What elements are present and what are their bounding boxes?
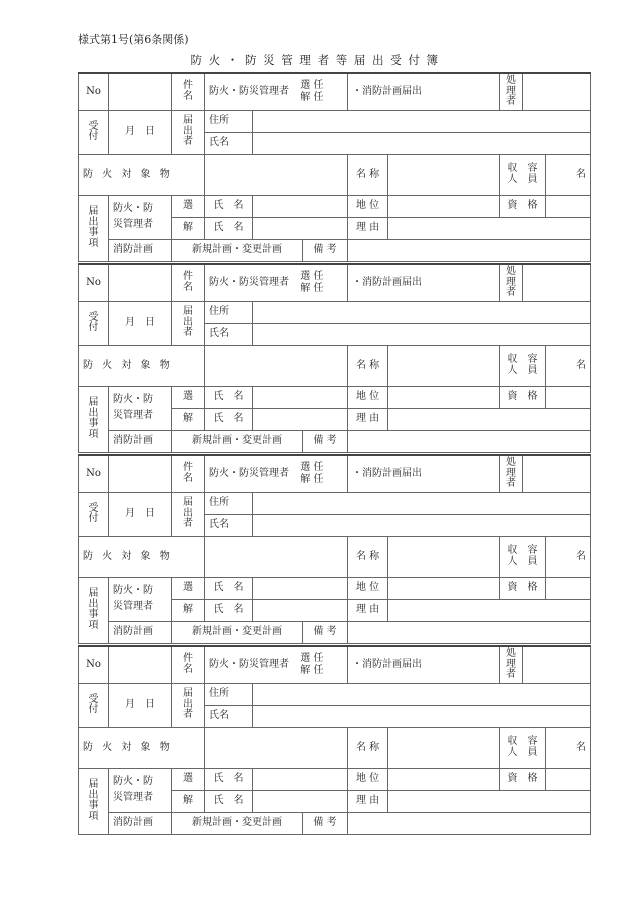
- appoint-label: 選: [172, 577, 205, 599]
- dismiss-label: 解: [172, 599, 205, 621]
- fire-plan-label: 消防計画: [109, 239, 172, 261]
- month-day-label[interactable]: 月 日: [109, 110, 172, 154]
- address-value[interactable]: [253, 492, 591, 514]
- entry-block-2: [78, 263, 587, 453]
- dismiss-name-label: 氏 名: [205, 408, 253, 430]
- manager-label: 防火・防 災管理者: [109, 577, 172, 621]
- appoint-dismiss-stack: 選 任 解 任: [300, 80, 324, 103]
- no-value[interactable]: [109, 646, 172, 683]
- appoint-dismiss-stack: 選 任 解 任: [300, 271, 324, 294]
- persons-unit[interactable]: 名: [546, 727, 591, 768]
- month-day-label[interactable]: 月 日: [109, 301, 172, 345]
- target-label: 防 火 対 象 物: [79, 727, 205, 768]
- notice-items-label: 届 出 事 項: [79, 577, 109, 643]
- target-value[interactable]: [205, 536, 348, 577]
- qualification-label: 資 格: [500, 577, 546, 599]
- designation-value[interactable]: [388, 154, 500, 195]
- subject-label: 件 名: [172, 73, 205, 110]
- dismiss-name-label: 氏 名: [205, 790, 253, 812]
- address-label: 住所: [205, 492, 253, 514]
- qualification-label: 資 格: [500, 386, 546, 408]
- received-label: 受 付: [79, 301, 109, 345]
- appoint-name-label: 氏 名: [205, 577, 253, 599]
- handler-value[interactable]: [523, 264, 591, 301]
- designation-value[interactable]: [388, 727, 500, 768]
- received-label: 受 付: [79, 492, 109, 536]
- target-label: 防 火 対 象 物: [79, 536, 205, 577]
- applicant-label: 届 出 者: [172, 492, 205, 536]
- position-value[interactable]: [388, 195, 500, 217]
- handler-value[interactable]: [523, 455, 591, 492]
- target-value[interactable]: [205, 154, 348, 195]
- name-label: 氏名: [205, 132, 253, 154]
- no-label: No: [79, 73, 109, 110]
- reason-label: 理 由: [348, 599, 388, 621]
- entry-table: [78, 72, 591, 262]
- designation-label: 名 称: [348, 345, 388, 386]
- appoint-dismiss-stack: 選 任 解 任: [300, 653, 324, 676]
- handler-label: 処 理 者: [500, 264, 523, 301]
- notice-items-label: 届 出 事 項: [79, 768, 109, 834]
- address-value[interactable]: [253, 683, 591, 705]
- capacity-label: 収 容 人 員: [500, 154, 546, 195]
- position-label: 地 位: [348, 386, 388, 408]
- handler-label: 処 理 者: [500, 455, 523, 492]
- subject-manager-label: 防火・防災管理者: [209, 86, 289, 98]
- appoint-name-label: 氏 名: [205, 768, 253, 790]
- received-label: 受 付: [79, 110, 109, 154]
- qualification-value[interactable]: [546, 195, 591, 217]
- appoint-name-value[interactable]: [253, 386, 348, 408]
- month-day-label[interactable]: 月 日: [109, 683, 172, 727]
- target-value[interactable]: [205, 345, 348, 386]
- no-value[interactable]: [109, 73, 172, 110]
- qualification-label: 資 格: [500, 768, 546, 790]
- entry-block-3: [78, 454, 587, 644]
- dismiss-label: 解: [172, 217, 205, 239]
- qualification-value[interactable]: [546, 577, 591, 599]
- reason-value[interactable]: [388, 790, 591, 812]
- no-label: No: [79, 646, 109, 683]
- new-change-plan-label[interactable]: 新規計画・変更計画: [172, 239, 303, 261]
- manager-label: 防火・防 災管理者: [109, 386, 172, 430]
- position-value[interactable]: [388, 386, 500, 408]
- name-value[interactable]: [253, 514, 591, 536]
- capacity-label: 収 容 人 員: [500, 727, 546, 768]
- handler-value[interactable]: [523, 73, 591, 110]
- address-value[interactable]: [253, 110, 591, 132]
- remarks-label: 備 考: [303, 621, 348, 643]
- form-title: 防 火 ・ 防 災 管 理 者 等 届 出 受 付 簿: [190, 53, 440, 67]
- subject-label: 件 名: [172, 264, 205, 301]
- target-value[interactable]: [205, 727, 348, 768]
- position-value[interactable]: [388, 768, 500, 790]
- remarks-value[interactable]: [348, 812, 591, 834]
- received-label: 受 付: [79, 683, 109, 727]
- dismiss-name-label: 氏 名: [205, 599, 253, 621]
- address-value[interactable]: [253, 301, 591, 323]
- designation-value[interactable]: [388, 345, 500, 386]
- persons-unit[interactable]: 名: [546, 345, 591, 386]
- fire-plan-notice-label: ・消防計画届出: [348, 455, 500, 492]
- name-value[interactable]: [253, 323, 591, 345]
- appoint-label: 選: [172, 768, 205, 790]
- fire-plan-label: 消防計画: [109, 621, 172, 643]
- applicant-label: 届 出 者: [172, 301, 205, 345]
- address-label: 住所: [205, 301, 253, 323]
- fire-plan-notice-label: ・消防計画届出: [348, 264, 500, 301]
- dismiss-name-value[interactable]: [253, 599, 348, 621]
- entry-block-4: [78, 645, 587, 835]
- subject-manager-text: [205, 264, 348, 301]
- no-label: No: [79, 455, 109, 492]
- persons-unit[interactable]: 名: [546, 536, 591, 577]
- designation-value[interactable]: [388, 536, 500, 577]
- appoint-name-label: 氏 名: [205, 386, 253, 408]
- subject-manager-text: [205, 73, 348, 110]
- qualification-value[interactable]: [546, 386, 591, 408]
- reason-value[interactable]: [388, 599, 591, 621]
- entry-table: [78, 263, 591, 453]
- appoint-name-value[interactable]: [253, 195, 348, 217]
- appoint-label: 選: [172, 195, 205, 217]
- notice-items-label: 届 出 事 項: [79, 386, 109, 452]
- position-value[interactable]: [388, 577, 500, 599]
- designation-label: 名 称: [348, 536, 388, 577]
- no-value[interactable]: [109, 455, 172, 492]
- dismiss-name-label: 氏 名: [205, 217, 253, 239]
- appoint-dismiss-stack: 選 任 解 任: [300, 462, 324, 485]
- reason-value[interactable]: [388, 408, 591, 430]
- qualification-label: 資 格: [500, 195, 546, 217]
- remarks-label: 備 考: [303, 239, 348, 261]
- no-value[interactable]: [109, 264, 172, 301]
- name-value[interactable]: [253, 705, 591, 727]
- appoint-label: 選: [172, 386, 205, 408]
- fire-plan-label: 消防計画: [109, 812, 172, 834]
- manager-label: 防火・防 災管理者: [109, 768, 172, 812]
- name-value[interactable]: [253, 132, 591, 154]
- remarks-value[interactable]: [348, 430, 591, 452]
- manager-label: 防火・防 災管理者: [109, 195, 172, 239]
- form-number: 様式第1号(第6条関係): [78, 33, 189, 46]
- position-label: 地 位: [348, 577, 388, 599]
- fire-plan-notice-label: ・消防計画届出: [348, 73, 500, 110]
- name-label: 氏名: [205, 323, 253, 345]
- handler-value[interactable]: [523, 646, 591, 683]
- persons-unit[interactable]: 名: [546, 154, 591, 195]
- appoint-name-label: 氏 名: [205, 195, 253, 217]
- subject-manager-text: [205, 646, 348, 683]
- remarks-label: 備 考: [303, 430, 348, 452]
- subject-manager-label: 防火・防災管理者: [209, 468, 289, 480]
- entry-table: [78, 454, 591, 644]
- position-label: 地 位: [348, 195, 388, 217]
- new-change-plan-label[interactable]: 新規計画・変更計画: [172, 812, 303, 834]
- appoint-name-value[interactable]: [253, 768, 348, 790]
- no-label: No: [79, 264, 109, 301]
- target-label: 防 火 対 象 物: [79, 345, 205, 386]
- handler-label: 処 理 者: [500, 646, 523, 683]
- dismiss-name-value[interactable]: [253, 408, 348, 430]
- applicant-label: 届 出 者: [172, 110, 205, 154]
- designation-label: 名 称: [348, 154, 388, 195]
- reason-value[interactable]: [388, 217, 591, 239]
- subject-manager-label: 防火・防災管理者: [209, 659, 289, 671]
- dismiss-label: 解: [172, 408, 205, 430]
- entry-block-1: [78, 72, 587, 262]
- capacity-label: 収 容 人 員: [500, 345, 546, 386]
- remarks-value[interactable]: [348, 239, 591, 261]
- position-label: 地 位: [348, 768, 388, 790]
- new-change-plan-label[interactable]: 新規計画・変更計画: [172, 621, 303, 643]
- dismiss-name-value[interactable]: [253, 217, 348, 239]
- reason-label: 理 由: [348, 790, 388, 812]
- subject-manager-text: [205, 455, 348, 492]
- fire-plan-notice-label: ・消防計画届出: [348, 646, 500, 683]
- capacity-label: 収 容 人 員: [500, 536, 546, 577]
- notice-items-label: 届 出 事 項: [79, 195, 109, 261]
- qualification-value[interactable]: [546, 768, 591, 790]
- subject-manager-label: 防火・防災管理者: [209, 277, 289, 289]
- appoint-name-value[interactable]: [253, 577, 348, 599]
- month-day-label[interactable]: 月 日: [109, 492, 172, 536]
- address-label: 住所: [205, 110, 253, 132]
- fire-plan-label: 消防計画: [109, 430, 172, 452]
- reason-label: 理 由: [348, 217, 388, 239]
- dismiss-label: 解: [172, 790, 205, 812]
- target-label: 防 火 対 象 物: [79, 154, 205, 195]
- designation-label: 名 称: [348, 727, 388, 768]
- subject-label: 件 名: [172, 455, 205, 492]
- dismiss-name-value[interactable]: [253, 790, 348, 812]
- reason-label: 理 由: [348, 408, 388, 430]
- handler-label: 処 理 者: [500, 73, 523, 110]
- entry-table: [78, 645, 591, 835]
- address-label: 住所: [205, 683, 253, 705]
- remarks-value[interactable]: [348, 621, 591, 643]
- remarks-label: 備 考: [303, 812, 348, 834]
- new-change-plan-label[interactable]: 新規計画・変更計画: [172, 430, 303, 452]
- subject-label: 件 名: [172, 646, 205, 683]
- name-label: 氏名: [205, 705, 253, 727]
- name-label: 氏名: [205, 514, 253, 536]
- applicant-label: 届 出 者: [172, 683, 205, 727]
